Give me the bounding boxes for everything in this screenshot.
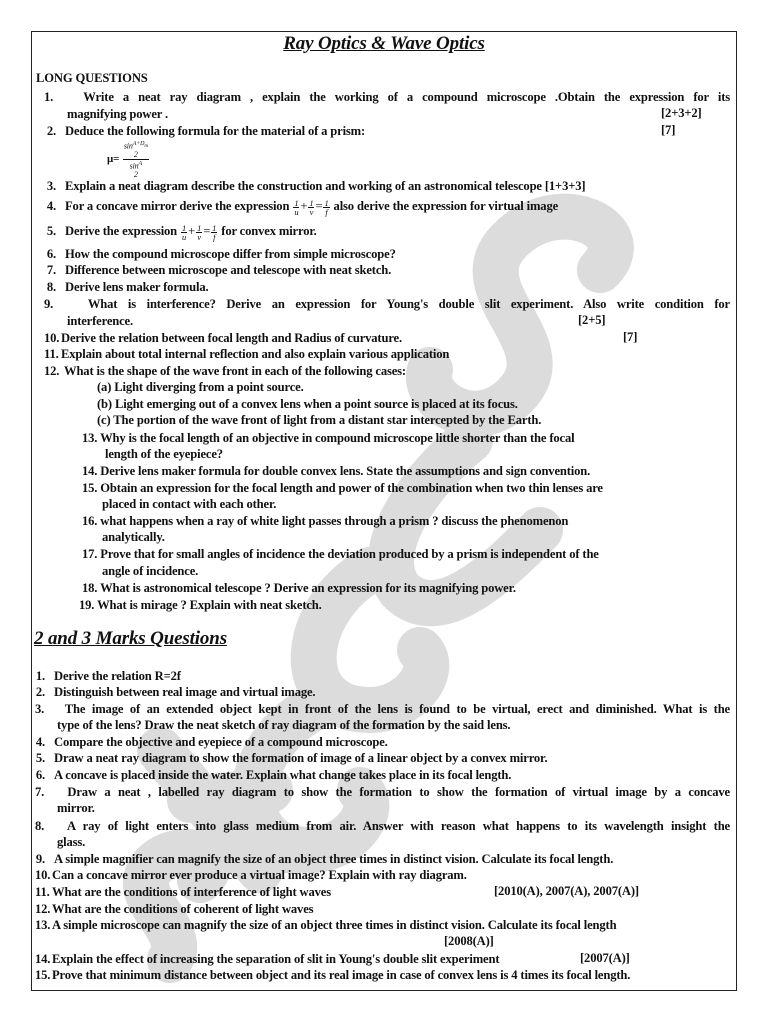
- long-q4: 4. For a concave mirror derive the expression $\frac{1}{u}$ + $\frac{1}{v}$ = $\frac{1}{f}$ also derive the expression for virtual image: [46, 197, 559, 217]
- long-q16-line1: 16. what happens when a ray of white light passes through a prism ? discuss the phenomenon: [82, 514, 569, 528]
- long-questions-heading: LONG QUESTIONS: [36, 71, 148, 85]
- long-q19: 19. What is mirage ? Explain with neat sketch.: [79, 598, 322, 612]
- long-q6: 6. How the compound microscope differ from simple microscope?: [46, 247, 396, 261]
- long-q11: 11. Explain about total internal reflection and also explain various application: [44, 347, 450, 361]
- long-q13-line2: length of the eyepiece?: [105, 447, 223, 461]
- long-q8: 8. Derive lens maker formula.: [46, 280, 209, 294]
- long-q12-b: (b) Light emerging out of a convex lens when a point source is placed at its focus.: [97, 397, 518, 411]
- convex-mirror-formula: $\frac{1}{u}$ + $\frac{1}{v}$ = $\frac{1}{f}$: [182, 222, 217, 242]
- long-q2: 2. Deduce the following formula for the material of a prism:: [46, 124, 366, 138]
- short-q7-line1: 7. Draw a neat , labelled ray diagram to show the formation to show the formation of virtual image by a concave: [35, 785, 730, 799]
- short-q14: 14. Explain the effect of increasing the separation of slit in Young's double slit experiment: [35, 952, 500, 966]
- long-q18: 18. What is astronomical telescope ? Derive an expression for its magnifying power.: [82, 581, 516, 595]
- short-q4: 4. Compare the objective and eyepiece of a compound microscope.: [35, 735, 388, 749]
- long-q12: 12. What is the shape of the wave front in each of the following cases:: [44, 364, 406, 378]
- mirror-formula: $\frac{1}{u}$ + $\frac{1}{v}$ = $\frac{1}{f}$: [294, 197, 329, 217]
- long-q1-line1: 1. Write a neat ray diagram , explain the working of a compound microscope .Obtain the expression for its: [44, 90, 730, 104]
- short-q8-line1: 8. A ray of light enters into glass medium from air. Answer with reason what happens to its wavelength insight the: [35, 819, 730, 833]
- long-q12-a: (a) Light diverging from a point source.: [97, 380, 304, 394]
- long-q15-line1: 15. Obtain an expression for the focal length and power of the combination when two thin lenses are: [82, 481, 603, 495]
- short-q10: 10. Can a concave mirror ever produce a virtual image? Explain with ray diagram.: [35, 868, 467, 882]
- long-q17-line1: 17. Prove that for small angles of incidence the deviation produced by a prism is independent of the: [82, 547, 599, 561]
- short-q11: 11. What are the conditions of interference of light waves: [35, 885, 331, 899]
- short-q5: 5. Draw a neat ray diagram to show the formation of image of a linear object by a convex mirror.: [35, 751, 548, 765]
- short-q2: 2. Distinguish between real image and virtual image.: [35, 685, 316, 699]
- long-q9-line2: interference.: [67, 314, 133, 328]
- long-q2-marks: [7]: [661, 123, 676, 137]
- short-q15: 15. Prove that minimum distance between object and its real image in case of convex lens is 4 times its focal length.: [35, 968, 631, 982]
- short-q3-line1: 3. The image of an extended object kept in front of the lens is found to be virtual, erect and diminished. What is the: [35, 702, 730, 716]
- long-q9-line1: 9. What is interference? Derive an expression for Young's double slit experiment. Also write condition for: [44, 297, 730, 311]
- long-q16-line2: analytically.: [102, 530, 165, 544]
- long-q1-marks: [2+3+2]: [661, 106, 702, 120]
- long-q12-c: (c) The portion of the wave front of light from a distant star intercepted by the Earth.: [97, 413, 542, 427]
- short-q8-line2: glass.: [57, 835, 86, 849]
- long-q9-marks: [2+5]: [578, 313, 606, 327]
- long-q10: 10. Derive the relation between focal length and Radius of curvature.: [44, 331, 402, 345]
- short-q9: 9. A simple magnifier can magnify the size of an object three times in distinct vision. Calculate its focal length.: [35, 852, 614, 866]
- short-q7-line2: mirror.: [57, 801, 95, 815]
- long-q5: 5. Derive the expression $\frac{1}{u}$ + $\frac{1}{v}$ = $\frac{1}{f}$ for convex mirror.: [46, 222, 317, 242]
- long-q15-line2: placed in contact with each other.: [102, 497, 277, 511]
- page-title: Ray Optics & Wave Optics: [283, 33, 485, 54]
- long-q10-marks: [7]: [623, 330, 638, 344]
- short-q13: 13. A simple microscope can magnify the size of an object three times in distinct vision. Calculate its focal length: [35, 918, 617, 932]
- short-q12: 12. What are the conditions of coherent of light waves: [35, 902, 314, 916]
- long-q3: 3. Explain a neat diagram describe the construction and working of an astronomical telescope [1+3+3]: [46, 179, 586, 193]
- short-q14-years: [2007(A)]: [580, 951, 630, 965]
- prism-formula: μ= $\sin^{A+D_m}$ 2 $\sin^A$ 2: [107, 141, 148, 179]
- long-q1-line2: magnifying power .: [67, 107, 168, 121]
- section2-heading: 2 and 3 Marks Questions: [34, 628, 227, 649]
- long-q14: 14. Derive lens maker formula for double convex lens. State the assumptions and sign convention.: [82, 464, 591, 478]
- short-q1: 1. Derive the relation R=2f: [35, 669, 181, 683]
- short-q6: 6. A concave is placed inside the water. Explain what change takes place in its focal length.: [35, 768, 512, 782]
- short-q3-line2: type of the lens? Draw the neat sketch of ray diagram of the formation by the said lens.: [57, 718, 511, 732]
- short-q13-years: [2008(A)]: [444, 934, 494, 948]
- long-q17-line2: angle of incidence.: [102, 564, 199, 578]
- short-q11-years: [2010(A), 2007(A), 2007(A)]: [494, 884, 639, 898]
- long-q13-line1: 13. Why is the focal length of an objective in compound microscope little shorter than the focal: [82, 431, 575, 445]
- long-q7: 7. Difference between microscope and telescope with neat sketch.: [46, 263, 392, 277]
